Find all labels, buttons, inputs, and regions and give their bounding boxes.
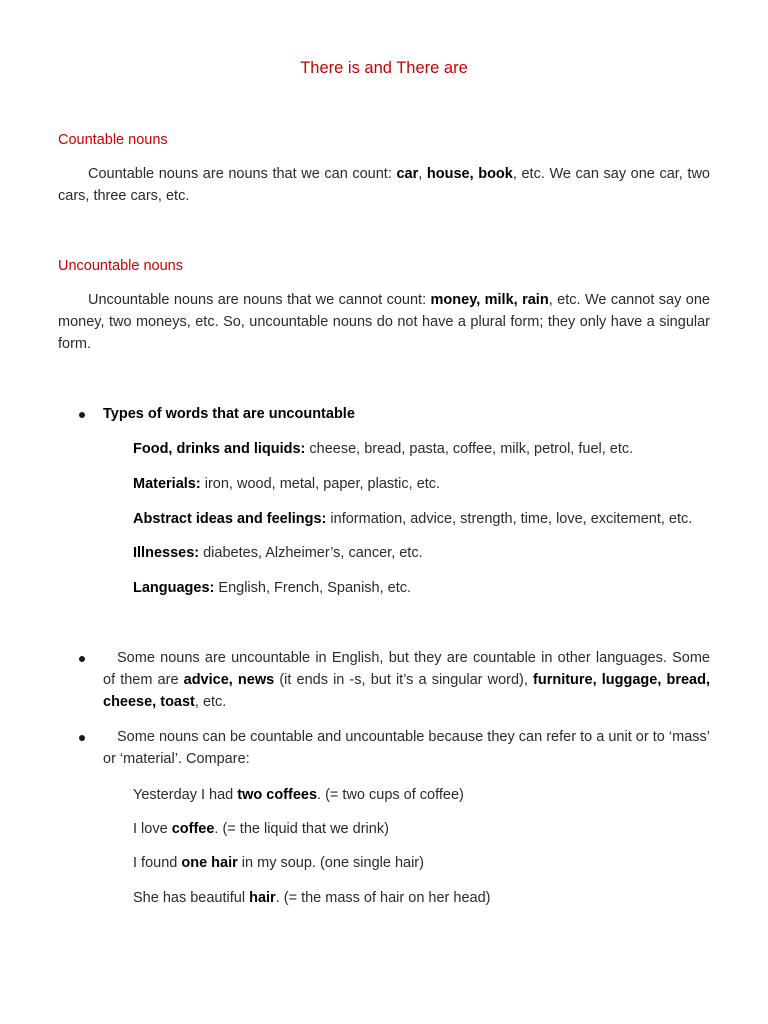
uncountable-paragraph: Uncountable nouns are nouns that we cannot count: money, milk, rain, etc. We cannot say one money, two moneys, etc. So, uncountable nouns do not have a plural form; they only have a singular form. (58, 292, 710, 352)
countable-heading: Countable nouns (58, 132, 168, 148)
example-car: car (396, 166, 419, 182)
example-sentence: She has beautiful hair. (= the mass of hair on her head) (133, 890, 491, 906)
type-item: Food, drinks and liquids: cheese, bread, pasta, coffee, milk, petrol, fuel, etc. (133, 441, 634, 457)
page-title: There is and There are (300, 59, 468, 77)
bullet-dot (79, 735, 85, 741)
type-item: Illnesses: diabetes, Alzheimer’s, cancer, etc. (133, 545, 423, 561)
countable-paragraph: Countable nouns are nouns that we can count: car, house, book, etc. We can say one car, two cars, three cars, etc. (58, 166, 711, 204)
type-item: Abstract ideas and feelings: information, advice, strength, time, love, excitement, etc. (133, 511, 693, 527)
example-house-book: house, book (426, 166, 513, 182)
type-item: Languages: English, French, Spanish, etc. (133, 580, 412, 596)
note2-text: Some nouns can be countable and uncountable because they can refer to a unit or to ‘mass’ or ‘material’. Compare: (103, 729, 710, 767)
type-item: Materials: iron, wood, metal, paper, plastic, etc. (133, 476, 441, 492)
example-sentence: I found one hair in my soup. (one single hair) (133, 855, 424, 871)
example-sentence: Yesterday I had two coffees. (= two cups of coffee) (133, 787, 464, 803)
types-bullet-text: Types of words that are uncountable (103, 406, 355, 422)
example-sentence: I love coffee. (= the liquid that we drink) (133, 821, 389, 837)
bullet-dot (79, 412, 85, 418)
uncountable-heading: Uncountable nouns (58, 258, 183, 274)
example-money-milk-rain: money, milk, rain (430, 292, 549, 308)
note1-text: Some nouns are uncountable in English, but they are countable in other languages. Some of them are advice, news (it ends in -s, but it’s a singular word), furniture, luggage, bread, cheese, toast, etc. (103, 650, 711, 710)
bullet-dot (79, 656, 85, 662)
